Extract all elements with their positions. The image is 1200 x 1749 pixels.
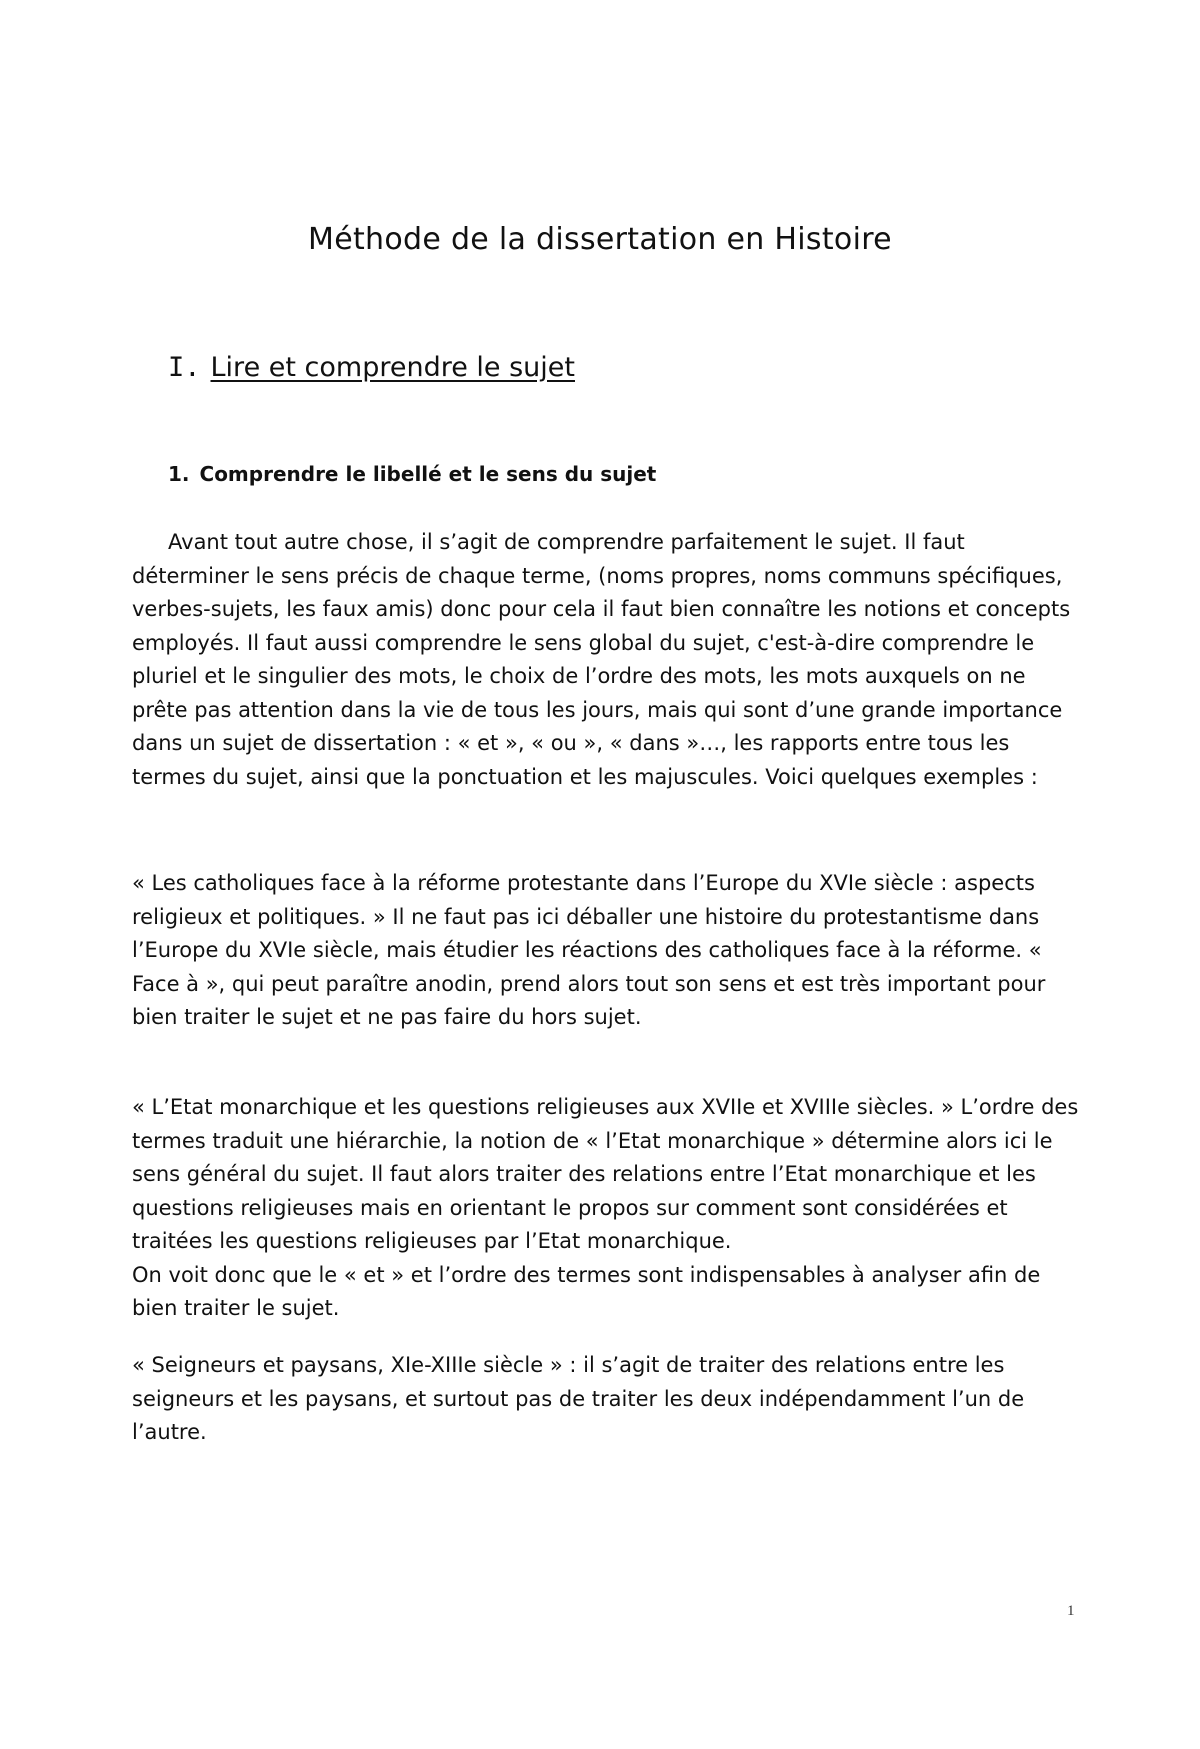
section-heading	[168, 352, 575, 383]
document-title: Méthode de la dissertation en Histoire	[308, 222, 892, 257]
paragraph: Avant tout autre chose, il s’agit de comprendre parfaitement le sujet. Il faut déterminer le sens précis de chaque terme, (noms propres, noms communs spécifiques, verbes-sujets, les faux amis) donc pour cela il faut bien connaître les notions et concepts employés. Il faut aussi comprendre le sens global du sujet, c'est-à-dire comprendre le pluriel et le singulier des mots, le choix de l’ordre des mots, les mots auxquels on ne prête pas attention dans la vie de tous les jours, mais qui sont d’une grande importance dans un sujet de dissertation : « et », « ou », « dans »…, les rapports entre tous les termes du sujet, ainsi que la ponctuation et les majuscules. Voici quelques exemples :	[132, 530, 1071, 789]
subsection-heading	[168, 462, 656, 486]
paragraph: On voit donc que le « et » et l’ordre des termes sont indispensables à analyser afin de bien traiter le sujet.	[132, 1262, 1041, 1320]
paragraph: « Les catholiques face à la réforme protestante dans l’Europe du XVIe siècle : aspects religieux et politiques. » Il ne faut pas ici déballer une histoire du protestantisme dans l’Europe du XVIe siècle, mais étudier les réactions des catholiques face à la réforme. « Face à », qui peut paraître anodin, prend alors tout son sens et est très important pour bien traiter le sujet et ne pas faire du hors sujet.	[132, 871, 1046, 1029]
paragraph: « L’Etat monarchique et les questions religieuses aux XVIIe et XVIIIe siècles. » L’ordre des termes traduit une hiérarchie, la notion de « l’Etat monarchique » détermine alors ici le sens général du sujet. Il faut alors traiter des relations entre l’Etat monarchique et les questions religieuses mais en orientant le propos sur comment sont considérées et traitées les questions religieuses par l’Etat monarchique.	[132, 1095, 1079, 1253]
subsection-number: 1.	[168, 462, 190, 486]
page-number: 1	[1067, 1603, 1075, 1619]
paragraph: « Seigneurs et paysans, XIe-XIIIe siècle » : il s’agit de traiter des relations entre les seigneurs et les paysans, et surtout pas de traiter les deux indépendamment l’un de l’autre.	[132, 1353, 1025, 1444]
paragraph-example-seigneurs	[132, 1349, 1087, 1450]
paragraph-intro	[132, 526, 1087, 794]
paragraph-example-etat	[132, 1091, 1087, 1326]
paragraph-example-catholiques	[132, 867, 1087, 1035]
section-label: Lire et comprendre le sujet	[210, 352, 575, 383]
subsection-label: Comprendre le libellé et le sens du sujet	[199, 462, 657, 486]
section-number: I.	[168, 352, 201, 383]
